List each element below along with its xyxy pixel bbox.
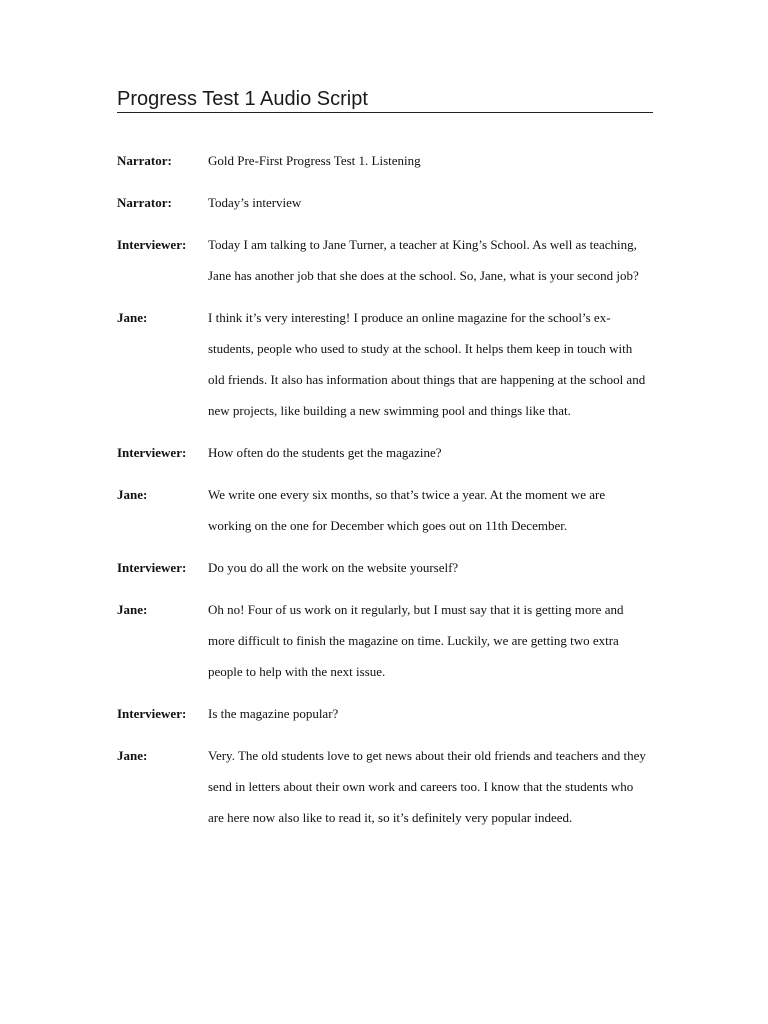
speech-text: Do you do all the work on the website yourself?: [208, 560, 459, 575]
speech-text: Today’s interview: [208, 195, 302, 210]
script-turn: [117, 230, 653, 291]
speaker-label: Narrator:: [117, 195, 172, 210]
script-turn: [117, 146, 653, 176]
document-page: [117, 86, 653, 845]
script-turn: [117, 438, 653, 468]
script-turn: [117, 303, 653, 426]
script-turn: [117, 595, 653, 687]
speaker-label: Interviewer:: [117, 237, 187, 252]
title-underline: [117, 112, 653, 113]
speaker-label: Interviewer:: [117, 445, 187, 460]
speech-text: Today I am talking to Jane Turner, a teacher at King’s School. As well as teaching, Jane has another job that she does at the school. So, Jane, what is your second job?: [208, 237, 639, 283]
speaker-label: Jane:: [117, 602, 148, 617]
document-title: Progress Test 1 Audio Script: [117, 88, 368, 110]
speaker-label: Interviewer:: [117, 706, 187, 721]
script-turn: [117, 741, 653, 833]
speaker-label: Jane:: [117, 310, 148, 325]
script-turn: [117, 699, 653, 729]
speech-text: We write one every six months, so that’s twice a year. At the moment we are working on the one for December which goes out on 11th December.: [208, 487, 606, 533]
speaker-label: Jane:: [117, 748, 148, 763]
speech-text: Is the magazine popular?: [208, 706, 339, 721]
speaker-label: Interviewer:: [117, 560, 187, 575]
script-turn: [117, 480, 653, 541]
speech-text: Oh no! Four of us work on it regularly, but I must say that it is getting more and more difficult to finish the magazine on time. Luckily, we are getting two extra people to help with the next issue.: [208, 602, 624, 679]
script-turn: [117, 553, 653, 583]
speech-text: Gold Pre-First Progress Test 1. Listening: [208, 153, 421, 168]
speech-text: How often do the students get the magazine?: [208, 445, 442, 460]
audio-script: [117, 146, 653, 833]
speaker-label: Jane:: [117, 487, 148, 502]
script-turn: [117, 188, 653, 218]
speech-text: I think it’s very interesting! I produce an online magazine for the school’s ex-students, people who used to study at the school. It helps them keep in touch with old friends. It also has information about things that are happening at the school and new projects, like building a new swimming pool and things like that.: [208, 310, 646, 418]
speaker-label: Narrator:: [117, 153, 172, 168]
speech-text: Very. The old students love to get news about their old friends and teachers and they send in letters about their own work and careers too. I know that the students who are here now also like to read it, so it’s definitely very popular indeed.: [208, 748, 646, 825]
